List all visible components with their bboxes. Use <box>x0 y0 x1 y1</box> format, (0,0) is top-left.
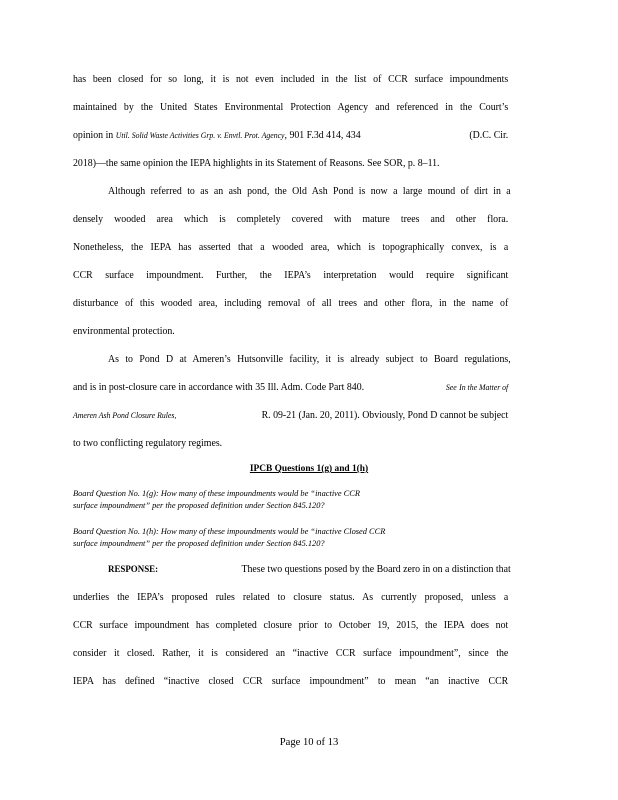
reporter-cite: , 901 F.3d 414, 434 <box>284 130 361 141</box>
response-line: consider it closed. Rather, it is considered an “inactive CCR surface impoundment”, since the <box>73 648 509 659</box>
see-signal: See <box>445 383 457 392</box>
part-840-text: and is in post-closure care in accordance with 35 Ill. Adm. Code Part 840. <box>73 382 365 393</box>
body-line: maintained by the United States Environmental Protection Agency and referenced in the Court’s <box>73 102 509 113</box>
body-line: As to Pond D at Ameren’s Hutsonville facility, it is already subject to Board regulations, <box>108 354 511 365</box>
board-question-1h-line1: Board Question No. 1(h): How many of these impoundments would be “inactive Closed CCR <box>73 527 386 536</box>
matter-name: Ameren Ash Pond Closure Rules, <box>73 411 177 420</box>
body-line: CCR surface impoundment. Further, the IEPA’s interpretation would require significant <box>73 270 509 281</box>
body-line: to two conflicting regulatory regimes. <box>73 438 223 449</box>
rules-cite: R. 09-21 (Jan. 20, 2011). Obviously, Pond D cannot be subject <box>261 410 509 421</box>
body-line: densely wooded area which is completely covered with mature trees and other flora. <box>73 214 509 225</box>
response-line: IEPA has defined “inactive closed CCR surface impoundment” to mean “an inactive CCR <box>73 676 509 687</box>
body-line-citation <box>73 129 508 143</box>
board-question-1g-line1: Board Question No. 1(g): How many of these impoundments would be “inactive CCR <box>73 489 360 498</box>
body-line: environmental protection. <box>73 326 175 337</box>
response-label: RESPONSE: <box>108 564 159 575</box>
body-line-matter <box>73 381 508 395</box>
page-number: Page 10 of 13 <box>279 737 339 748</box>
section-heading: IPCB Questions 1(g) and 1(h) <box>249 464 369 474</box>
opinion-prefix: opinion in <box>73 130 114 141</box>
board-question-1h-line2: surface impoundment” per the proposed definition under Section 845.120? <box>73 539 325 548</box>
body-line: disturbance of this wooded area, including removal of all trees and other flora, in the name of <box>73 298 509 309</box>
body-line: Nonetheless, the IEPA has asserted that a wooded area, which is topographically convex, is a <box>73 242 509 253</box>
body-line: 2018)—the same opinion the IEPA highlights in its Statement of Reasons. See SOR, p. 8–11. <box>73 158 440 169</box>
case-name: Util. Solid Waste Activities Grp. v. Envtl. Prot. Agency <box>115 131 285 140</box>
response-first-line <box>108 563 511 577</box>
matter-intro: In the Matter of <box>459 383 509 392</box>
body-line: Although referred to as an ash pond, the Old Ash Pond is now a large mound of dirt in a <box>108 186 511 197</box>
body-line-rules <box>73 409 508 423</box>
court-year: (D.C. Cir. <box>469 130 509 141</box>
response-text: These two questions posed by the Board zero in on a distinction that <box>241 564 511 575</box>
response-line: CCR surface impoundment has completed closure prior to October 19, 2015, the IEPA does not <box>73 620 509 631</box>
body-line: has been closed for so long, it is not even included in the list of CCR surface impoundments <box>73 74 509 85</box>
board-question-1g-line2: surface impoundment” per the proposed definition under Section 845.120? <box>73 501 325 510</box>
response-line: underlies the IEPA’s proposed rules related to closure status. As currently proposed, unless a <box>73 592 509 603</box>
